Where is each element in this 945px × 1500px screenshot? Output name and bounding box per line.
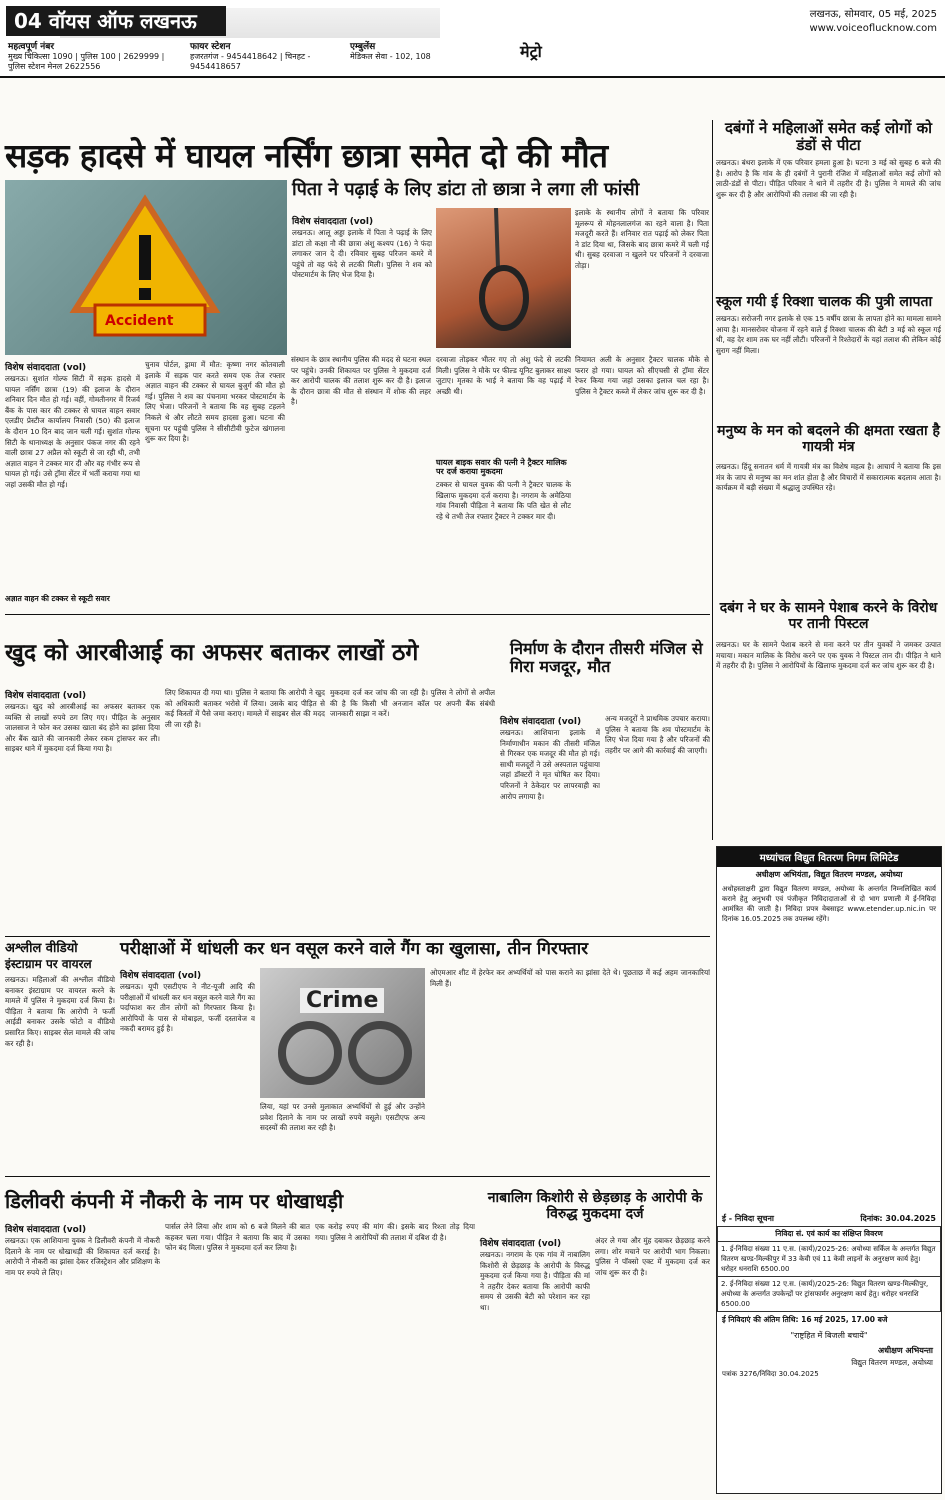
rbi-body: लखनऊ। खुद को आरबीआई का अफसर बताकर एक व्यक्ति से लाखों रुपये ठग लिए गए। पीड़ित के अनुसार जालसाज ने फोन कर उसका खाता बंद होने का झांसा दिया और बैंक खाते की जानकारी लेकर रकम ट्रांसफर कर ली। साइबर थाने में मुकदमा दर्ज किया गया है।	[5, 702, 160, 754]
gang-headline: परीक्षाओं में धांधली कर धन वसूल करने वाले गैंग का खुलासा, तीन गिरफ्तार	[120, 939, 589, 959]
gayatri-body: लखनऊ। हिंदू सनातन धर्म में गायत्री मंत्र का विशेष महत्व है। आचार्य ने बताया कि इस मंत्र के जाप से मनुष्य का मन शांत होता है और विचारों में सकारात्मक बदलाव आता है। कार्यक्रम में बड़ी संख्या में श्रद्धालु उपस्थित रहे।	[716, 462, 941, 493]
molest-byline: विशेष संवाददाता (vol)	[480, 1239, 562, 1249]
tender-org: मध्यांचल विद्युत वितरण निगम लिमिटेड	[717, 847, 941, 867]
fire-numbers: हजरतगंज - 9454418642 | चिनहट - 9454418657	[190, 52, 311, 71]
molest-headline: नाबालिग किशोरी से छेड़छाड़ के आरोपी के विरुद्ध मुकदमा दर्ज	[487, 1190, 703, 1223]
tender-slogan: "राष्ट्रहित में बिजली बचायें"	[790, 1331, 868, 1340]
rope-photo	[436, 208, 571, 348]
important-numbers	[8, 42, 178, 72]
important-numbers-text: मुख्य चिकित्सा 1090 | पुलिस 100 | 2629999 | पुलिस स्टेशन मेनल 2622556	[8, 52, 165, 71]
noose-icon	[436, 208, 571, 348]
lead-headline: सड़क हादसे में घायल नर्सिंग छात्रा समेत दो की मौत	[5, 136, 608, 175]
lead-col-2: चुनाव पोर्टल, ड्रामा में मौत: कृष्णा नगर कोतवाली इलाके में सड़क पार करते समय एक तेज रफ्तार अज्ञात वाहन की टक्कर से घायल बुजुर्ग की मौत हो गई। पुलिस ने शव का पंचनामा भरकर पोस्टमार्टम के लिए भेजा। परिजनों ने बताया कि वह सुबह टहलने निकले थे और लौटते समय हादसा हुआ। घटना की सूचना पर पहुंची पुलिस ने सीसीटीवी फुटेज खंगालना शुरू कर दिया है।	[145, 360, 285, 444]
labour-body-2: अन्य मजदूरों ने प्राथमिक उपचार कराया। पुलिस ने बताया कि शव पोस्टमार्टम के लिए भेज दिया गया है और परिजनों की तहरीर पर आगे की कार्रवाई की जाएगी।	[605, 714, 710, 755]
tender-sign: अधीक्षण अभियन्ता	[878, 1346, 933, 1355]
mid-subhead: घायल बाइक सवार की पत्नी ने ट्रैक्टर मालिक पर दर्ज कराया मुकदमा	[436, 458, 567, 477]
accident-photo	[5, 180, 287, 355]
rbi-body-2: लिए शिकायत दी गया था। पुलिस ने बताया कि आरोपी ने खुद को अधिकारी बताकर भरोसे में लिया। उसके बाद पीड़ित से कई किस्तों में पैसे जमा कराए। मामले में साइबर सेल की मदद ली जा रही है।	[165, 688, 325, 729]
gang-byline: विशेष संवाददाता (vol)	[120, 971, 202, 981]
tender-sign-org: विद्युत वितरण मण्डल, अयोध्या	[851, 1358, 933, 1367]
ambulance	[350, 42, 500, 62]
gang-body-2: लिया, यहां पर उनसे मुलाकात अभ्यर्थियों से हुई और उन्होंने प्रवेश दिलाने के नाम पर लाखों रुपये वसूले। एसटीएफ अन्य सदस्यों की तलाश कर रही है।	[260, 1102, 425, 1133]
suicide-body-1: लखनऊ। आलू अड्डा इलाके में पिता ने पढ़ाई के लिए डांटा तो कक्षा नौ की छात्रा अंशु कश्यप (16) ने फंदा लगाकर जान दे दी। रविवार सुबह परिजन कमरे में पहुंचे तो वह फंदे से लटकी मिली। पुलिस ने शव को पोस्टमार्टम के लिए भेज दिया है।	[292, 228, 432, 280]
ambulance-numbers: मेडिकल सेवा - 102, 108	[350, 52, 431, 61]
gang-body: लखनऊ। यूपी एसटीएफ ने नीट-यूजी आदि की परीक्षाओं में धांधली कर धन वसूल करने वाले गैंग का पर्दाफाश कर तीन लोगों को गिरफ्तार किया है। आरोपियों के पास से मोबाइल, फर्जी दस्तावेज व नकदी बरामद हुई है।	[120, 982, 255, 1034]
suicide-headline: पिता ने पढ़ाई के लिए डांटा तो छात्रा ने लगा ली फांसी	[292, 179, 640, 200]
women-attack-body: लखनऊ। बंथरा इलाके में एक परिवार हमला हुआ है। घटना 3 मई को सुबह 6 बजे की है। आरोप है कि गांव के ही दबंगों ने पुरानी रंजिश में महिलाओं समेत कई लोगों को लाठी-डंडों से पीटा। पीड़ित परिवार ने थाने में तहरीर दी है। पुलिस ने मामले की जांच शुरू कर दी है और आरोपियों की तलाश की जा रही है।	[716, 158, 941, 199]
delivery-byline: विशेष संवाददाता (vol)	[5, 1225, 87, 1235]
tender-row-2: 2. ई-निविदा संख्या 12 ए.स. (कार्य)/2025-26: विद्युत वितरण खण्ड-मिल्कीपुर, अयोध्या के अन्तर्गत उपकेन्द्रों पर ट्रांसफार्मर अनुरक्षण कार्य हेतु। धरोहर धनराशि 6500.00	[718, 1277, 941, 1312]
crime-photo	[260, 968, 425, 1098]
section-rule-2	[5, 936, 710, 937]
mid-body-4: नियामत अली के अनुसार ट्रैक्टर चालक मौके से फरार हो गया। घायल को सीएचसी से ट्रॉमा सेंटर रेफर किया गया जहां उसका इलाज चल रहा है। पुलिस ने ट्रैक्टर कब्जे में लेकर जांच शुरू कर दी है।	[575, 355, 709, 396]
important-numbers-title: महत्वपूर्ण नंबर	[8, 42, 55, 52]
fire-title: फायर स्टेशन	[190, 42, 231, 52]
crime-label: Crime	[300, 988, 384, 1013]
missing-girl-headline: स्कूल गयी ई रिक्शा चालक की पुत्री लापता	[716, 294, 933, 310]
insta-headline: इंस्टाग्राम पर वायरल	[5, 957, 92, 971]
labour-byline: विशेष संवाददाता (vol)	[500, 717, 582, 727]
fire-station	[190, 42, 340, 72]
delivery-body-3: एक करोड़ रुपए की मांग की। इसके बाद रिश्ता तोड़ दिया गया। पुलिस ने आरोपियों की तलाश में दबिश दी है।	[315, 1222, 475, 1242]
tender-last-date: ई निविदाएं की अंतिम तिथि: 16 मई 2025, 17.00 बजे	[722, 1315, 888, 1324]
tender-table	[717, 1226, 941, 1312]
paper-title-block	[6, 6, 226, 36]
labour-headline: निर्माण के दौरान तीसरी मंजिल से गिरा मजदूर, मौत	[510, 639, 703, 677]
rbi-headline: खुद को आरबीआई का अफसर बताकर लाखों ठगे	[5, 640, 419, 666]
website[interactable]: www.voiceoflucknow.com	[809, 23, 937, 34]
insta-body: लखनऊ। महिलाओं की अश्लील वीडियो बनाकर इंस्टाग्राम पर वायरल करने के मामले में पुलिस ने मुकदमा दर्ज किया है। पीड़िता ने बताया कि आरोपी ने फर्जी आईडी बनाकर उसके फोटो व वीडियो प्रसारित किए। साइबर सेल मामले की जांच कर रही है।	[5, 975, 115, 1048]
section-rule	[5, 614, 710, 615]
insta-kicker: अश्लील वीडियो	[5, 941, 78, 956]
suicide-byline: विशेष संवाददाता (vol)	[292, 217, 374, 227]
masthead	[0, 0, 945, 78]
tender-org-sub: अधीक्षण अभियंता, विद्युत वितरण मण्डल, अयोध्या	[755, 870, 903, 879]
rbi-body-3: मुकदमा दर्ज कर जांच की जा रही है। पुलिस ने लोगों से अपील की है कि किसी भी अनजान कॉल पर अपनी बैंक संबंधी जानकारी साझा न करें।	[330, 688, 495, 719]
tender-notice	[716, 846, 942, 1494]
suicide-body-2: इलाके के स्थानीय लोगों ने बताया कि परिवार मूलरूप से मोहनलालगंज का रहने वाला है। पिता मजदूरी करते हैं। शनिवार रात पढ़ाई को लेकर पिता ने डांट दिया था, जिसके बाद छात्रा कमरे में चली गई थी। सुबह दरवाजा न खुलने पर परिजनों ने दरवाजा तोड़ा।	[575, 208, 709, 270]
lead-byline: विशेष संवाददाता (vol)	[5, 363, 87, 373]
section-rule-3	[5, 1176, 710, 1177]
tender-title-row	[717, 1211, 941, 1226]
date-line: लखनऊ, सोमवार, 05 मई, 2025	[809, 9, 937, 20]
rbi-byline: विशेष संवाददाता (vol)	[5, 691, 87, 701]
delivery-body: लखनऊ। एक आशियाना युवक ने डिलीवरी कंपनी में नौकरी दिलाने के नाम पर धोखाधड़ी की शिकायत दर्ज कराई है। आरोपी ने नौकरी का झांसा देकर रजिस्ट्रेशन और प्रशिक्षण के नाम पर रुपये ले लिए।	[5, 1236, 160, 1277]
delivery-body-2: पार्सल लेने लिया और शाम को 6 बजे मिलने की बात कहकर चला गया। पीड़ित ने बताया कि बाद में उसका फोन बंद मिला। पुलिस ने मुकदमा दर्ज कर लिया है।	[165, 1222, 310, 1253]
tender-intro: अधोहस्ताक्षरी द्वारा विद्युत वितरण मण्डल, अयोध्या के अन्तर्गत निम्नलिखित कार्य कराने हेतु अनुभवी एवं पंजीकृत निविदादाताओं से दो भाग प्रणाली में ई-निविदा आमंत्रित की जाती है। निविदा प्रपत्र वेबसाइट www.etender.up.nic.in पर दिनांक 16.05.2025 तक उपलब्ध रहेंगे।	[722, 885, 936, 923]
mid-body-1: संस्थान के छात्र स्थानीय पुलिस की मदद से घटना स्थल पर पहुंचे। उनकी शिकायत पर पुलिस ने मुकदमा दर्ज कर आरोपी चालक की तलाश शुरू कर दी है। इलाज के दौरान छात्रा की मौत से संस्थान में शोक की लहर है।	[291, 355, 431, 407]
paper-name: वॉयस ऑफ लखनऊ	[48, 9, 197, 33]
tender-row-1: 1. ई-निविदा संख्या 11 ए.स. (कार्य)/2025-26: अयोध्या सर्किल के अन्तर्गत विद्युत वितरण खण्ड-मिल्कीपुर में 33 केवी एवं 11 केवी लाइनों के अनुरक्षण कार्य हेतु। धरोहर धनराशि 6500.00	[718, 1242, 941, 1277]
lead-body: लखनऊ। सुशांत गोल्फ सिटी में सड़क हादसे में घायल नर्सिंग छात्रा (19) की इलाज के दौरान शनिवार दिन मौत हो गई। वहीं, गोमतीनगर में रिजर्व बैंक के पास कार की टक्कर से घायल वाहन सवार एलडीए प्रेस्टीज कार्यालय निवासी (50) की इलाज के दौरान 10 दिन बाद जान चली गई। सुशांत गोल्फ सिटी के थानाध्यक्ष के अनुसार पंकज नगर की रहने वाली छात्रा 27 अप्रैल को स्कूटी से जा रही थी, तभी अज्ञात वाहन ने टक्कर मार दी और वह गंभीर रूप से घायल हो गई। उसे ट्रॉमा सेंटर में भर्ती कराया गया था जहां उसकी मौत हो गई।	[5, 374, 140, 489]
mid-body-2: दरवाजा तोड़कर भीतर गए तो अंशु फंदे से लटकी मिली। पुलिस ने मौके पर फील्ड यूनिट बुलाकर साक्ष्य जुटाए। मृतका के भाई ने बताया कि वह पढ़ाई में अच्छी थी।	[436, 355, 571, 396]
pistol-headline: दबंग ने घर के सामने पेशाब करने के विरोध पर तानी पिस्टल	[719, 600, 938, 633]
delivery-headline: डिलीवरी कंपनी में नौकरी के नाम पर धोखाधड़ी	[5, 1189, 344, 1213]
tender-table-head: निविदा सं. एवं कार्य का संक्षिप्त विवरण	[718, 1227, 941, 1242]
date-block	[637, 8, 937, 36]
molest-body-2: अंदर ले गया और मुंह दबाकर छेड़छाड़ करने लगा। शोर मचाने पर आरोपी भाग निकला। पुलिस ने पॉक्सो एक्ट में मुकदमा दर्ज कर जांच शुरू कर दी है।	[595, 1236, 710, 1277]
lead-caption: अज्ञात वाहन की टक्कर से स्कूटी सवार	[5, 594, 110, 603]
gayatri-headline: मनुष्य के मन को बदलने की क्षमता रखता है गायत्री मंत्र	[717, 423, 940, 456]
mid-body-3: टक्कर से घायल युवक की पत्नी ने ट्रैक्टर चालक के खिलाफ मुकदमा दर्ज कराया है। नगराम के अमेठिया गांव निवासी पीड़िता ने बताया कि पति खेत से लौट रहे थे तभी तेज रफ्तार ट्रैक्टर ने टक्कर मार दी।	[436, 480, 571, 521]
molest-body: लखनऊ। नगराम के एक गांव में नाबालिग किशोरी से छेड़छाड़ के आरोपी के विरुद्ध मुकदमा दर्ज किया गया है। पीड़िता की मां ने तहरीर देकर बताया कि आरोपी काफी समय से उसकी बेटी को परेशान कर रहा था।	[480, 1250, 590, 1312]
tender-title: ई - निविदा सूचना	[722, 1214, 774, 1223]
pistol-body: लखनऊ। घर के सामने पेशाब करने से मना करने पर तीन युवकों ने जमकर उत्पात मचाया। मकान मालिक के विरोध करने पर एक युवक ने पिस्टल तान दी। पीड़ित ने थाने में तहरीर दी है। पुलिस ने आरोपियों के खिलाफ मुकदमा दर्ज कर जांच शुरू कर दी है।	[716, 640, 941, 671]
accident-label: Accident	[105, 313, 174, 329]
labour-body: लखनऊ। आशियाना इलाके में निर्माणाधीन मकान की तीसरी मंजिल से गिरकर एक मजदूर की मौत हो गई। साथी मजदूरों ने उसे अस्पताल पहुंचाया जहां डॉक्टरों ने मृत घोषित कर दिया। परिजनों ने ठेकेदार पर लापरवाही का आरोप लगाया है।	[500, 728, 600, 801]
missing-girl-body: लखनऊ। सरोजनी नगर इलाके से एक 15 वर्षीय छात्रा के लापता होने का मामला सामने आया है। मानसरोवर योजना में रहने वाले ई रिक्शा चालक की बेटी 3 मई को स्कूल गई थी, वह देर शाम तक घर नहीं लौटी। परिजनों ने रिश्तेदारों के यहां तलाश की लेकिन कोई सुराग नहीं मिला।	[716, 314, 941, 355]
women-attack-headline: दबंगों ने महिलाओं समेत कई लोगों को डंडों से पीटा	[724, 119, 933, 155]
tender-date: दिनांक: 30.04.2025	[860, 1214, 936, 1223]
gang-body-3: ओएमआर शीट में हेरफेर कर अभ्यर्थियों को पास कराने का झांसा देते थे। पूछताछ में कई अहम जानकारियां मिली हैं।	[430, 968, 710, 988]
column-rule	[712, 120, 713, 840]
ambulance-title: एम्बुलेंस	[350, 42, 376, 52]
tender-patrank: पत्रांक 3276/निविदा 30.04.2025	[722, 1370, 819, 1378]
page-number: 04	[14, 9, 42, 33]
section-label: मेट्रो	[520, 42, 542, 61]
